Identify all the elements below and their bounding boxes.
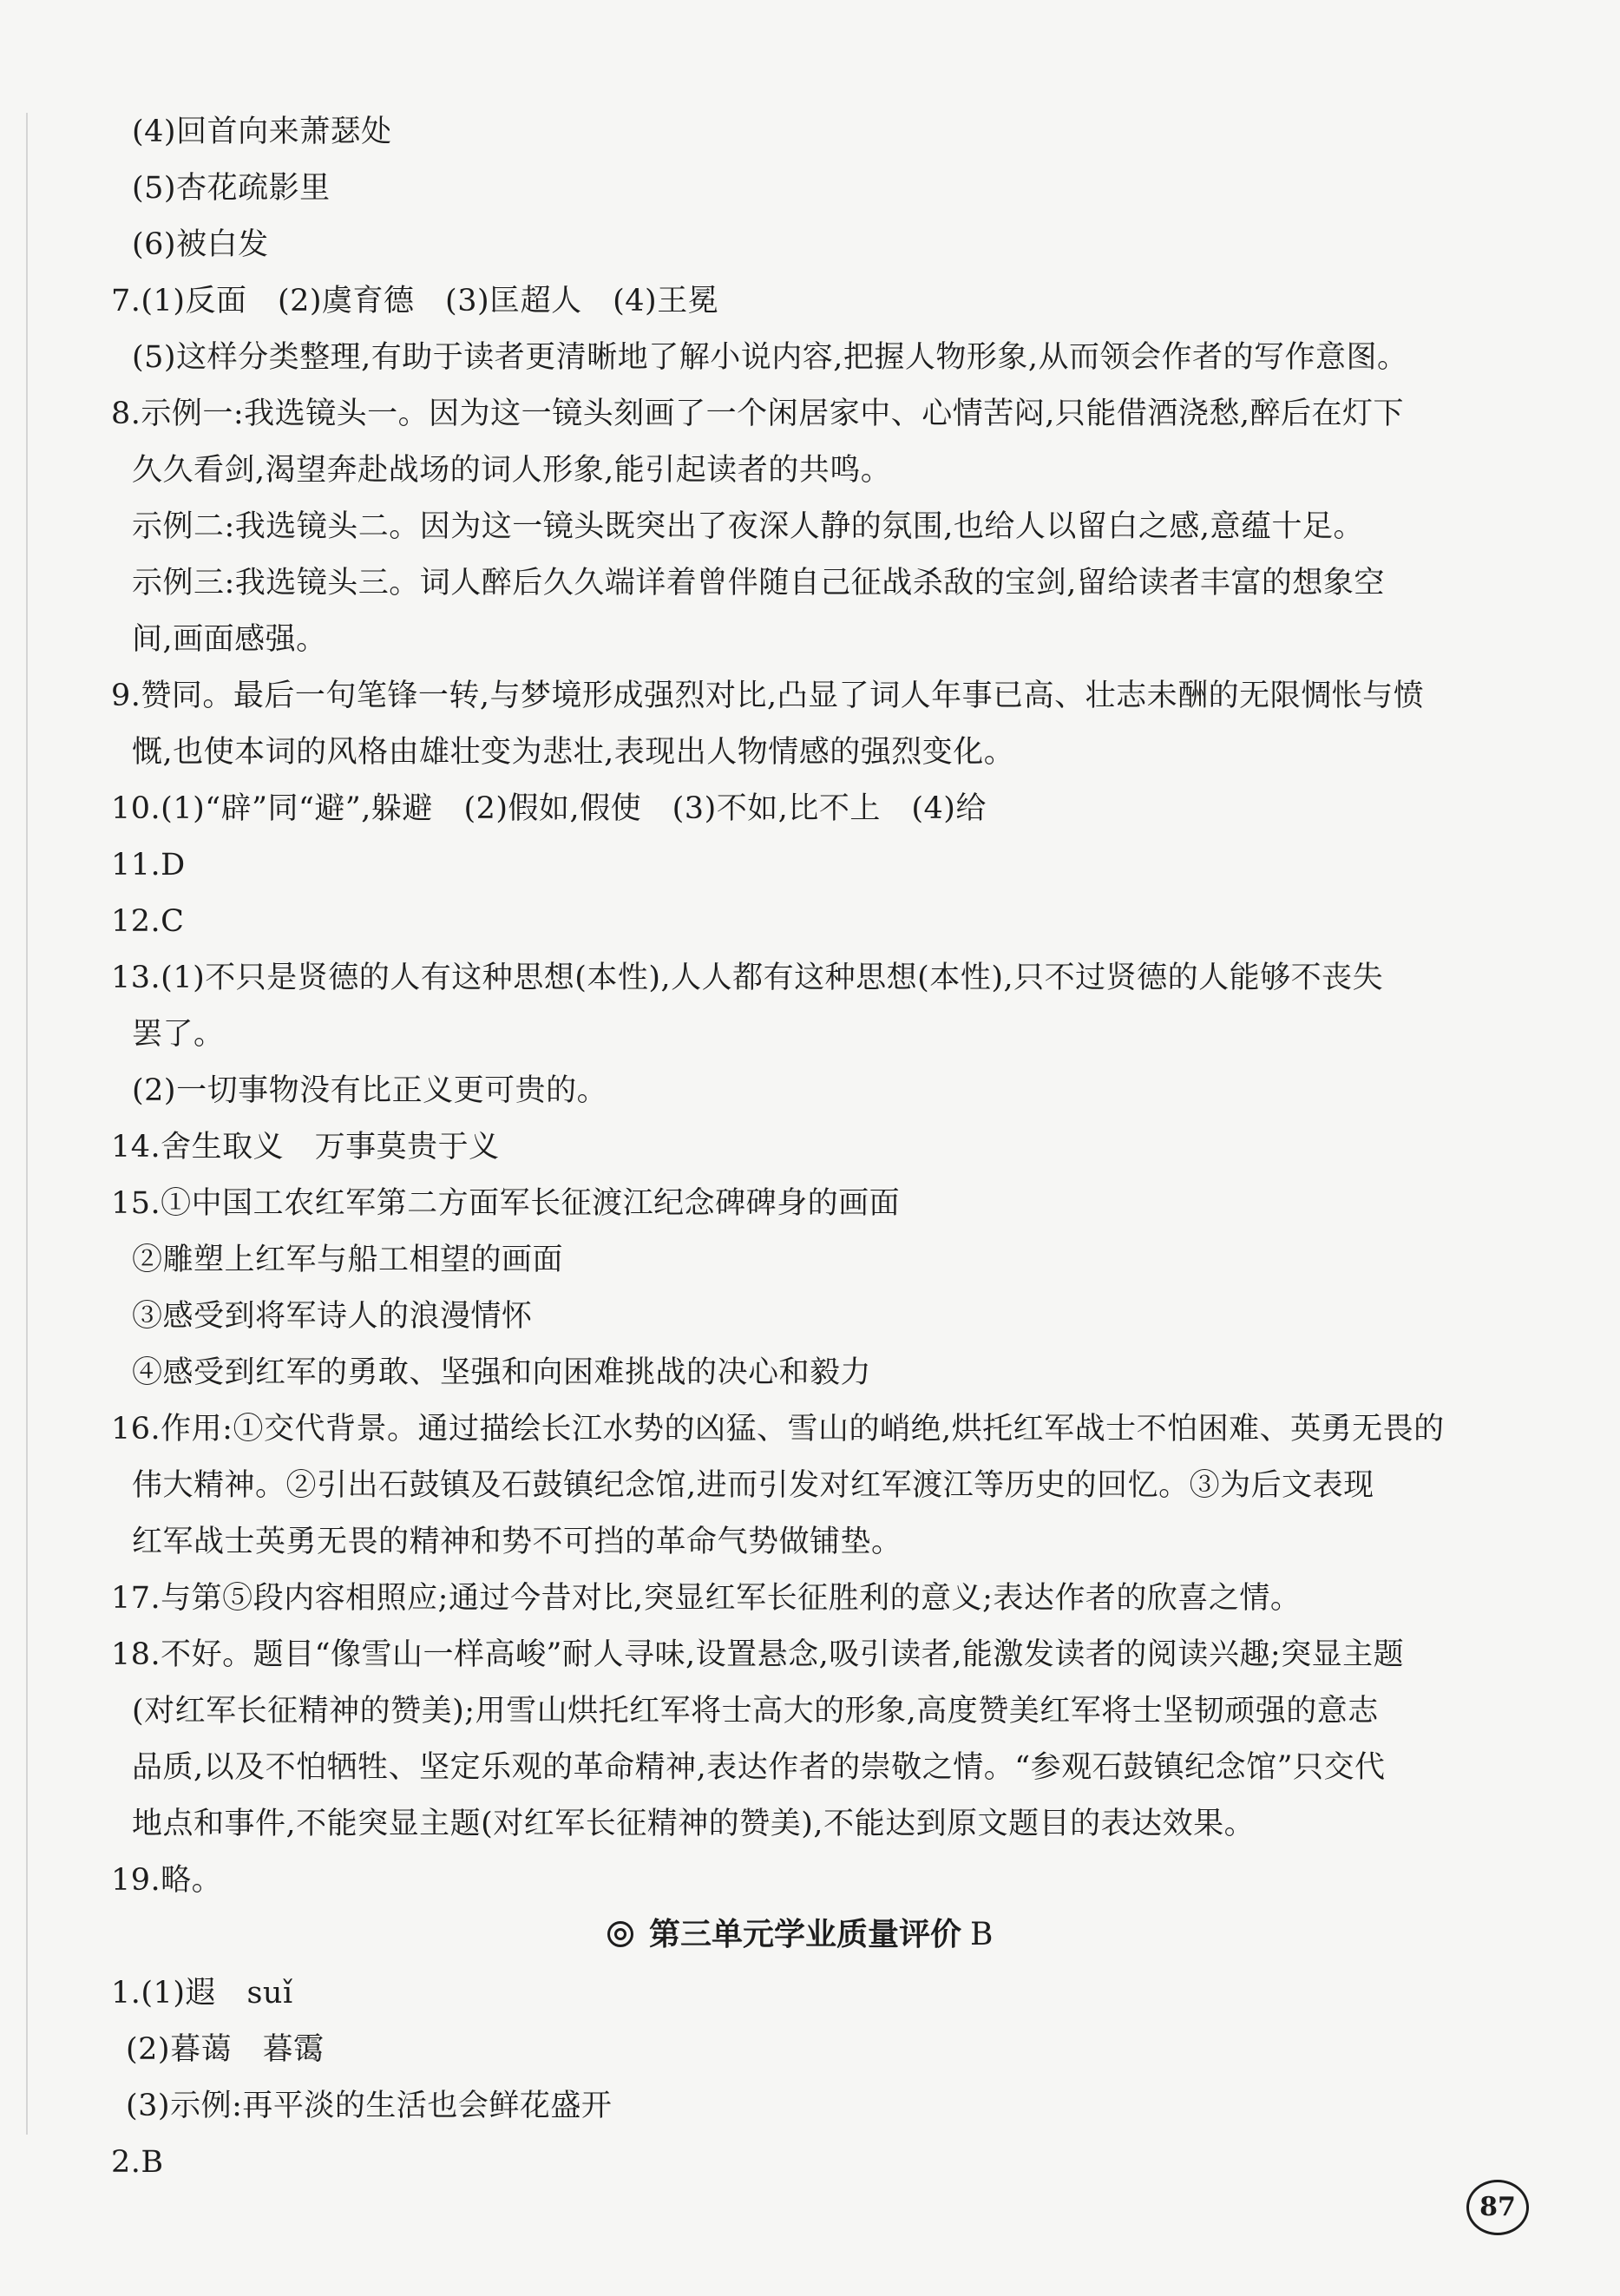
answer-line: 17.与第⑤段内容相照应;通过今昔对比,突显红军长征胜利的意义;表达作者的欣喜之情。	[111, 1581, 1302, 1616]
answer-line: ④感受到红军的勇敢、坚强和向困难挑战的决心和毅力	[132, 1355, 872, 1390]
answer-line: 8.示例一:我选镜头一。因为这一镜头刻画了一个闲居家中、心情苦闷,只能借酒浇愁,醉后在灯下	[111, 397, 1404, 431]
answer-line: 10.(1)“辟”同“避”,躲避 (2)假如,假使 (3)不如,比不上 (4)给	[111, 791, 987, 826]
answer-line: 16.作用:①交代背景。通过描绘长江水势的凶猛、雪山的峭绝,烘托红军战士不怕困难、英勇无畏的	[111, 1412, 1445, 1446]
binding-margin-rule	[26, 113, 28, 2135]
answer-line: (2)暮蔼 暮霭	[126, 2032, 325, 2067]
answer-line: (5)杏花疏影里	[132, 171, 331, 206]
answer-line: 示例二:我选镜头二。因为这一镜头既突出了夜深人静的氛围,也给人以留白之感,意蕴十足。	[132, 509, 1365, 544]
section-heading-text: 第三单元学业质量评价	[649, 1917, 962, 1952]
answer-line: ③感受到将军诗人的浪漫情怀	[132, 1299, 533, 1334]
answer-line: 9.赞同。最后一句笔锋一转,与梦境形成强烈对比,凸显了词人年事已高、壮志未酬的无限惆怅与愤	[111, 679, 1425, 713]
answer-line: (2)一切事物没有比正义更可贵的。	[132, 1073, 608, 1108]
section-heading-suffix: B	[970, 1917, 994, 1952]
answer-line: 14.舍生取义 万事莫贵于义	[111, 1130, 500, 1164]
answer-line: 15.①中国工农红军第二方面军长征渡江纪念碑碑身的画面	[111, 1186, 901, 1221]
answer-line: 示例三:我选镜头三。词人醉后久久端详着曾伴随自己征战杀敌的宝剑,留给读者丰富的想象空	[132, 566, 1385, 600]
answer-line: ②雕塑上红军与船工相望的画面	[132, 1243, 564, 1277]
answer-line: 红军战士英勇无畏的精神和势不可挡的革命气势做铺垫。	[132, 1525, 902, 1559]
answer-line: 地点和事件,不能突显主题(对红军长征精神的赞美),不能达到原文题目的表达效果。	[132, 1807, 1256, 1841]
answer-line: 久久看剑,渴望奔赴战场的词人形象,能引起读者的共鸣。	[132, 453, 892, 488]
answer-line: 13.(1)不只是贤德的人有这种思想(本性),人人都有这种思想(本性),只不过贤德的人能够不丧失	[111, 961, 1384, 995]
answer-line: 2.B	[111, 2145, 164, 2180]
answer-line: (对红军长征精神的赞美);用雪山烘托红军将士高大的形象,高度赞美红军将士坚韧顽强的意志	[132, 1694, 1379, 1729]
answer-line: 伟大精神。②引出石鼓镇及石鼓镇纪念馆,进而引发对红军渡江等历史的回忆。③为后文表现	[132, 1468, 1374, 1503]
answer-line: 1.(1)遐 suǐ	[111, 1976, 293, 2011]
answer-line: 12.C	[111, 904, 185, 939]
double-circle-icon	[607, 1921, 633, 1947]
answer-line: (3)示例:再平淡的生活也会鲜花盛开	[126, 2089, 613, 2123]
page-number: 87	[1466, 2180, 1529, 2235]
answer-line: (5)这样分类整理,有助于读者更清晰地了解小说内容,把握人物形象,从而领会作者的写作意图。	[132, 340, 1408, 375]
answer-line: 间,画面感强。	[132, 622, 327, 657]
answer-line: (4)回首向来萧瑟处	[132, 115, 392, 149]
answer-line: 7.(1)反面 (2)虞育德 (3)匡超人 (4)王冕	[111, 284, 719, 318]
answer-line: (6)被白发	[132, 227, 269, 262]
answer-line: 18.不好。题目“像雪山一样高峻”耐人寻味,设置悬念,吸引读者,能激发读者的阅读兴趣;突显主题	[111, 1637, 1405, 1672]
answer-line: 罢了。	[132, 1017, 225, 1052]
section-heading	[607, 1914, 993, 1956]
answer-line: 慨,也使本词的风格由雄壮变为悲壮,表现出人物情感的强烈变化。	[132, 735, 1015, 770]
answer-line: 11.D	[111, 848, 186, 882]
answer-line: 19.略。	[111, 1863, 223, 1898]
answer-line: 品质,以及不怕牺牲、坚定乐观的革命精神,表达作者的崇敬之情。“参观石鼓镇纪念馆”只交代	[132, 1750, 1386, 1785]
